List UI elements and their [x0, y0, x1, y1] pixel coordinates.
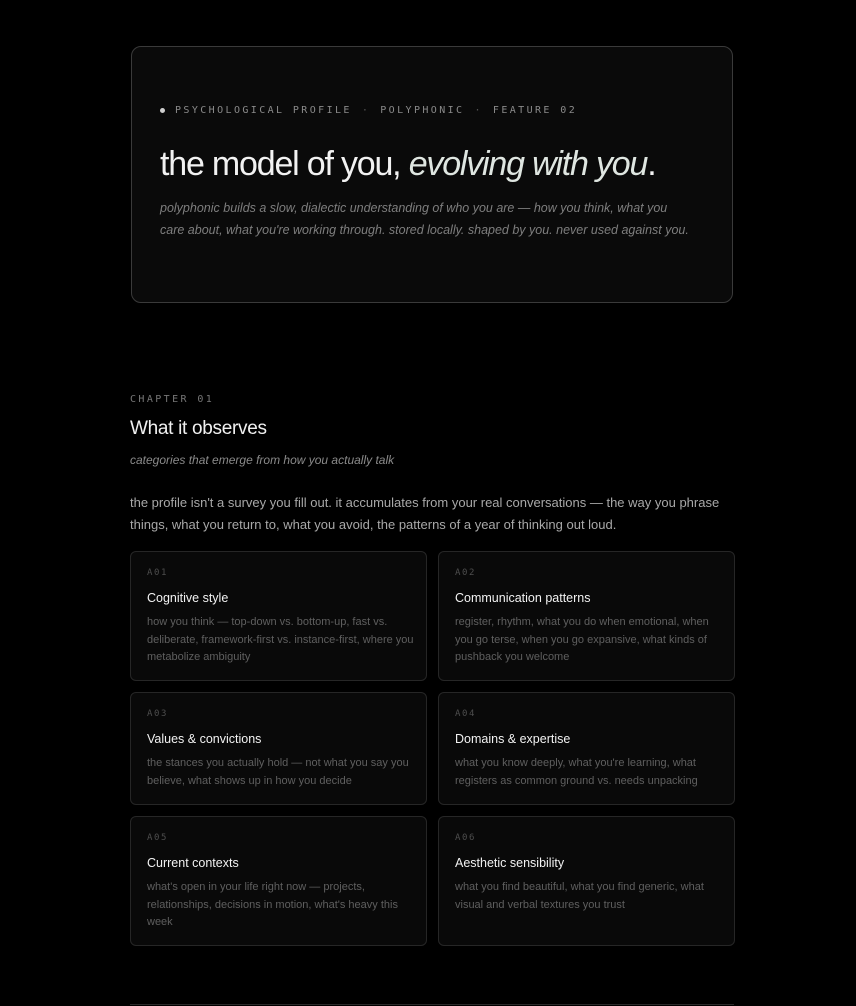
- section-title: What it observes: [130, 418, 267, 439]
- eyebrow-item-feature: FEATURE 02: [492, 105, 578, 116]
- category-card-aesthetic-sensibility: [438, 816, 735, 946]
- hero-title-plain: the model of you,: [160, 145, 401, 183]
- card-description: what you find beautiful, what you find generic, what visual and verbal textures you trust: [455, 881, 704, 911]
- card-title: Cognitive style: [147, 591, 229, 605]
- chapter-label: CHAPTER 01: [130, 394, 215, 405]
- card-description: the stances you actually hold — not what you say you believe, what shows up in how you decide: [147, 757, 409, 787]
- category-card-current-contexts: [130, 816, 427, 946]
- section-intro: the profile isn't a survey you fill out. it accumulates from your real conversations — the way you phrase things, what you return to, what you avoid, the patterns of a year of thinking out loud.: [130, 495, 720, 532]
- card-title: Current contexts: [147, 856, 239, 870]
- eyebrow-separator: ·: [474, 105, 483, 116]
- card-code: A03: [147, 709, 169, 719]
- card-title: Domains & expertise: [455, 732, 571, 746]
- card-code: A04: [455, 709, 477, 719]
- card-description: what you know deeply, what you're learning, what registers as common ground vs. needs unpacking: [455, 757, 698, 787]
- card-code: A05: [147, 833, 169, 843]
- hero-card: [131, 46, 733, 303]
- bullet-dot-icon: [160, 108, 165, 113]
- category-card-cognitive-style: [130, 551, 427, 681]
- card-description: how you think — top-down vs. bottom-up, fast vs. deliberate, framework-first vs. instance-first, where you metabolize ambiguity: [147, 616, 414, 663]
- card-description: register, rhythm, what you do when emotional, when you go terse, when you go expansive, what kinds of pushback you welcome: [455, 616, 709, 663]
- card-title: Communication patterns: [455, 591, 591, 605]
- card-title: Values & convictions: [147, 732, 262, 746]
- eyebrow-item-profile: PSYCHOLOGICAL PROFILE: [175, 105, 352, 116]
- hero-description: polyphonic builds a slow, dialectic understanding of who you are — how you think, what you care about, what you're working through. stored locally. shaped by you. never used against you.: [160, 201, 689, 237]
- hero-title: [160, 145, 655, 184]
- eyebrow-item-product: POLYPHONIC: [380, 105, 465, 116]
- section-subtitle: categories that emerge from how you actually talk: [130, 453, 395, 467]
- hero-title-period: .: [647, 145, 656, 183]
- eyebrow-separator: ·: [361, 105, 371, 116]
- category-card-domains-expertise: [438, 692, 735, 805]
- card-title: Aesthetic sensibility: [455, 856, 565, 870]
- category-card-communication-patterns: [438, 551, 735, 681]
- card-code: A06: [455, 833, 477, 843]
- hero-title-emphasis: evolving with you: [408, 145, 648, 183]
- card-description: what's open in your life right now — projects, relationships, decisions in motion, what's heavy this week: [147, 881, 398, 928]
- hero-eyebrow: [160, 105, 577, 116]
- card-code: A02: [455, 568, 477, 578]
- section-divider: [130, 1004, 734, 1005]
- category-card-values-convictions: [130, 692, 427, 805]
- card-code: A01: [147, 568, 169, 578]
